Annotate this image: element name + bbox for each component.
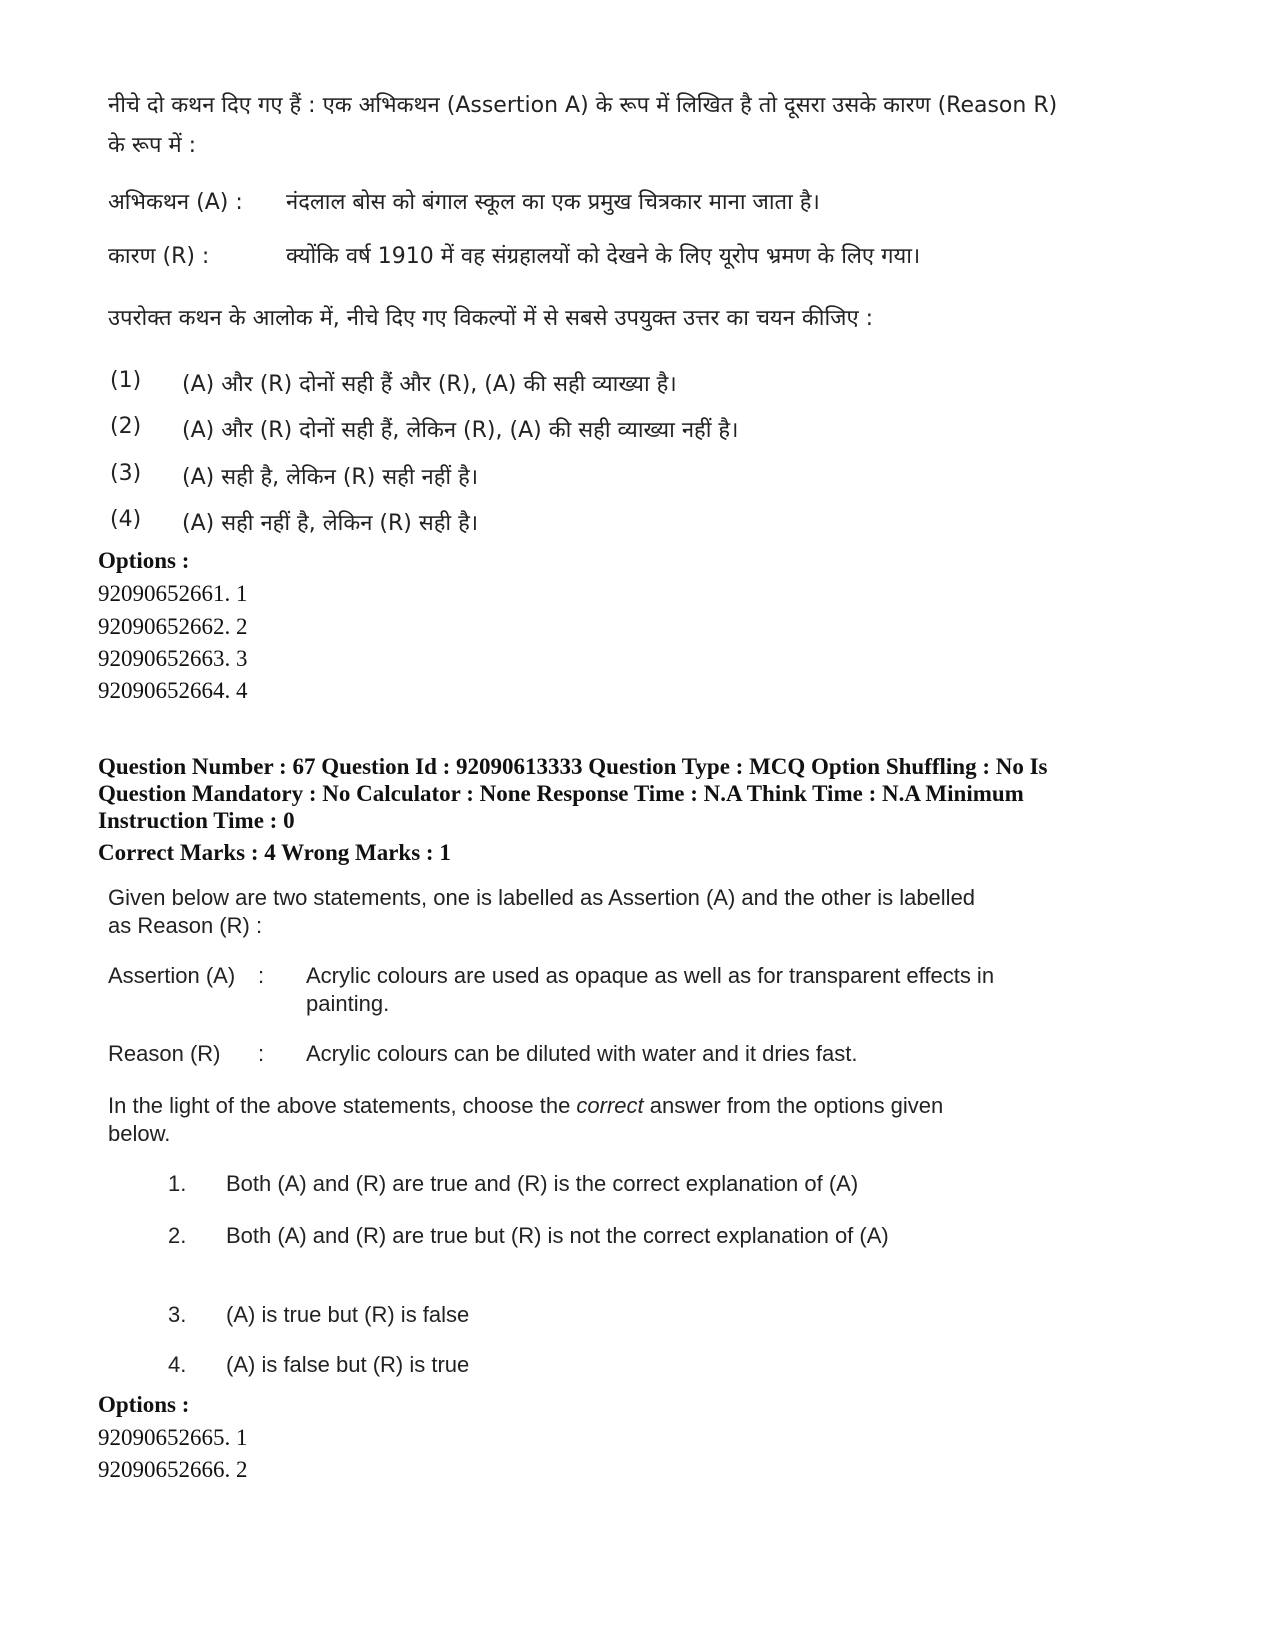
english-choice bbox=[168, 1222, 998, 1250]
english-prompt bbox=[108, 1092, 988, 1148]
hindi-choice bbox=[110, 507, 478, 537]
hindi-choice-number: (3) bbox=[110, 461, 142, 486]
question-marks: Correct Marks : 4 Wrong Marks : 1 bbox=[98, 840, 451, 865]
hindi-reason bbox=[108, 240, 1068, 270]
hindi-reason-label: कारण (R) : bbox=[108, 244, 210, 269]
english-prompt-end: answer from the options given below. bbox=[108, 1093, 944, 1146]
question-meta-line: Instruction Time : 0 bbox=[98, 808, 295, 833]
english-reason bbox=[108, 1040, 1008, 1068]
english-assertion-label: Assertion (A) bbox=[108, 963, 236, 988]
hindi-choice-text: (A) सही है, लेकिन (R) सही नहीं है। bbox=[182, 465, 479, 490]
option-line: 92090652664. 4 bbox=[98, 678, 248, 703]
question-meta-line: Question Mandatory : No Calculator : None Response Time : N.A Think Time : N.A Minimum bbox=[98, 781, 1024, 806]
english-prompt-start: In the light of the above statements, choose the bbox=[108, 1093, 577, 1118]
question-meta-line: Question Number : 67 Question Id : 92090613333 Question Type : MCQ Option Shuffling : No Is bbox=[98, 754, 1048, 779]
english-choice-number: 2. bbox=[168, 1223, 187, 1248]
english-assertion-text: Acrylic colours are used as opaque as well as for transparent effects in painting. bbox=[306, 963, 995, 1016]
hindi-assertion bbox=[108, 186, 1068, 216]
hindi-choice-number: (4) bbox=[110, 507, 142, 532]
english-reason-label: Reason (R) bbox=[108, 1041, 221, 1066]
hindi-choice-text: (A) सही नहीं है, लेकिन (R) सही है। bbox=[182, 511, 479, 536]
hindi-choice-text: (A) और (R) दोनों सही हैं और (R), (A) की सही व्याख्या है। bbox=[182, 372, 677, 397]
hindi-choice-text: (A) और (R) दोनों सही हैं, लेकिन (R), (A) की सही व्याख्या नहीं है। bbox=[182, 418, 739, 443]
options-title: Options : bbox=[98, 548, 190, 573]
hindi-choice bbox=[110, 414, 738, 444]
english-choice-text: (A) is true but (R) is false bbox=[226, 1302, 470, 1327]
option-line: 92090652661. 1 bbox=[98, 581, 248, 606]
hindi-reason-text: क्योंकि वर्ष 1910 में वह संग्रहालयों को देखने के लिए यूरोप भ्रमण के लिए गया। bbox=[286, 244, 921, 269]
option-line: 92090652663. 3 bbox=[98, 646, 248, 671]
separator-colon: : bbox=[258, 963, 265, 988]
english-choice-text: (A) is false but (R) is true bbox=[226, 1352, 470, 1377]
english-prompt-emphasis: correct bbox=[576, 1093, 644, 1118]
english-question-intro: Given below are two statements, one is labelled as Assertion (A) and the other is labelled as Reason (R) : bbox=[108, 885, 976, 938]
hindi-assertion-text: नंदलाल बोस को बंगाल स्कूल का एक प्रमुख चित्रकार माना जाता है। bbox=[286, 190, 820, 215]
english-choice bbox=[168, 1301, 998, 1329]
english-choice-number: 1. bbox=[168, 1171, 187, 1196]
option-line: 92090652666. 2 bbox=[98, 1457, 248, 1482]
english-choice bbox=[168, 1351, 998, 1379]
english-choice-text: Both (A) and (R) are true but (R) is not the correct explanation of (A) bbox=[226, 1223, 889, 1248]
hindi-choice bbox=[110, 368, 677, 398]
option-line: 92090652662. 2 bbox=[98, 614, 248, 639]
options-title: Options : bbox=[98, 1392, 190, 1417]
option-line: 92090652665. 1 bbox=[98, 1425, 248, 1450]
english-choice-number: 4. bbox=[168, 1352, 187, 1377]
english-choice bbox=[168, 1170, 998, 1198]
english-choice-text: Both (A) and (R) are true and (R) is the correct explanation of (A) bbox=[226, 1171, 859, 1196]
separator-colon: : bbox=[258, 1041, 265, 1066]
english-reason-text: Acrylic colours can be diluted with water and it dries fast. bbox=[306, 1041, 858, 1066]
hindi-choice-number: (1) bbox=[110, 368, 142, 393]
english-choice-number: 3. bbox=[168, 1302, 187, 1327]
hindi-choice-number: (2) bbox=[110, 414, 142, 439]
hindi-assertion-label: अभिकथन (A) : bbox=[108, 190, 243, 215]
hindi-choice bbox=[110, 461, 478, 491]
hindi-prompt: उपरोक्त कथन के आलोक में, नीचे दिए गए विकल्पों में से सबसे उपयुक्त उत्तर का चयन कीजिए : bbox=[108, 306, 874, 331]
english-assertion bbox=[108, 962, 1008, 1018]
hindi-question-intro: नीचे दो कथन दिए गए हैं : एक अभिकथन (Assertion A) के रूप में लिखित है तो दूसरा उसके कारण (Reason R) के रूप में : bbox=[108, 93, 1058, 158]
